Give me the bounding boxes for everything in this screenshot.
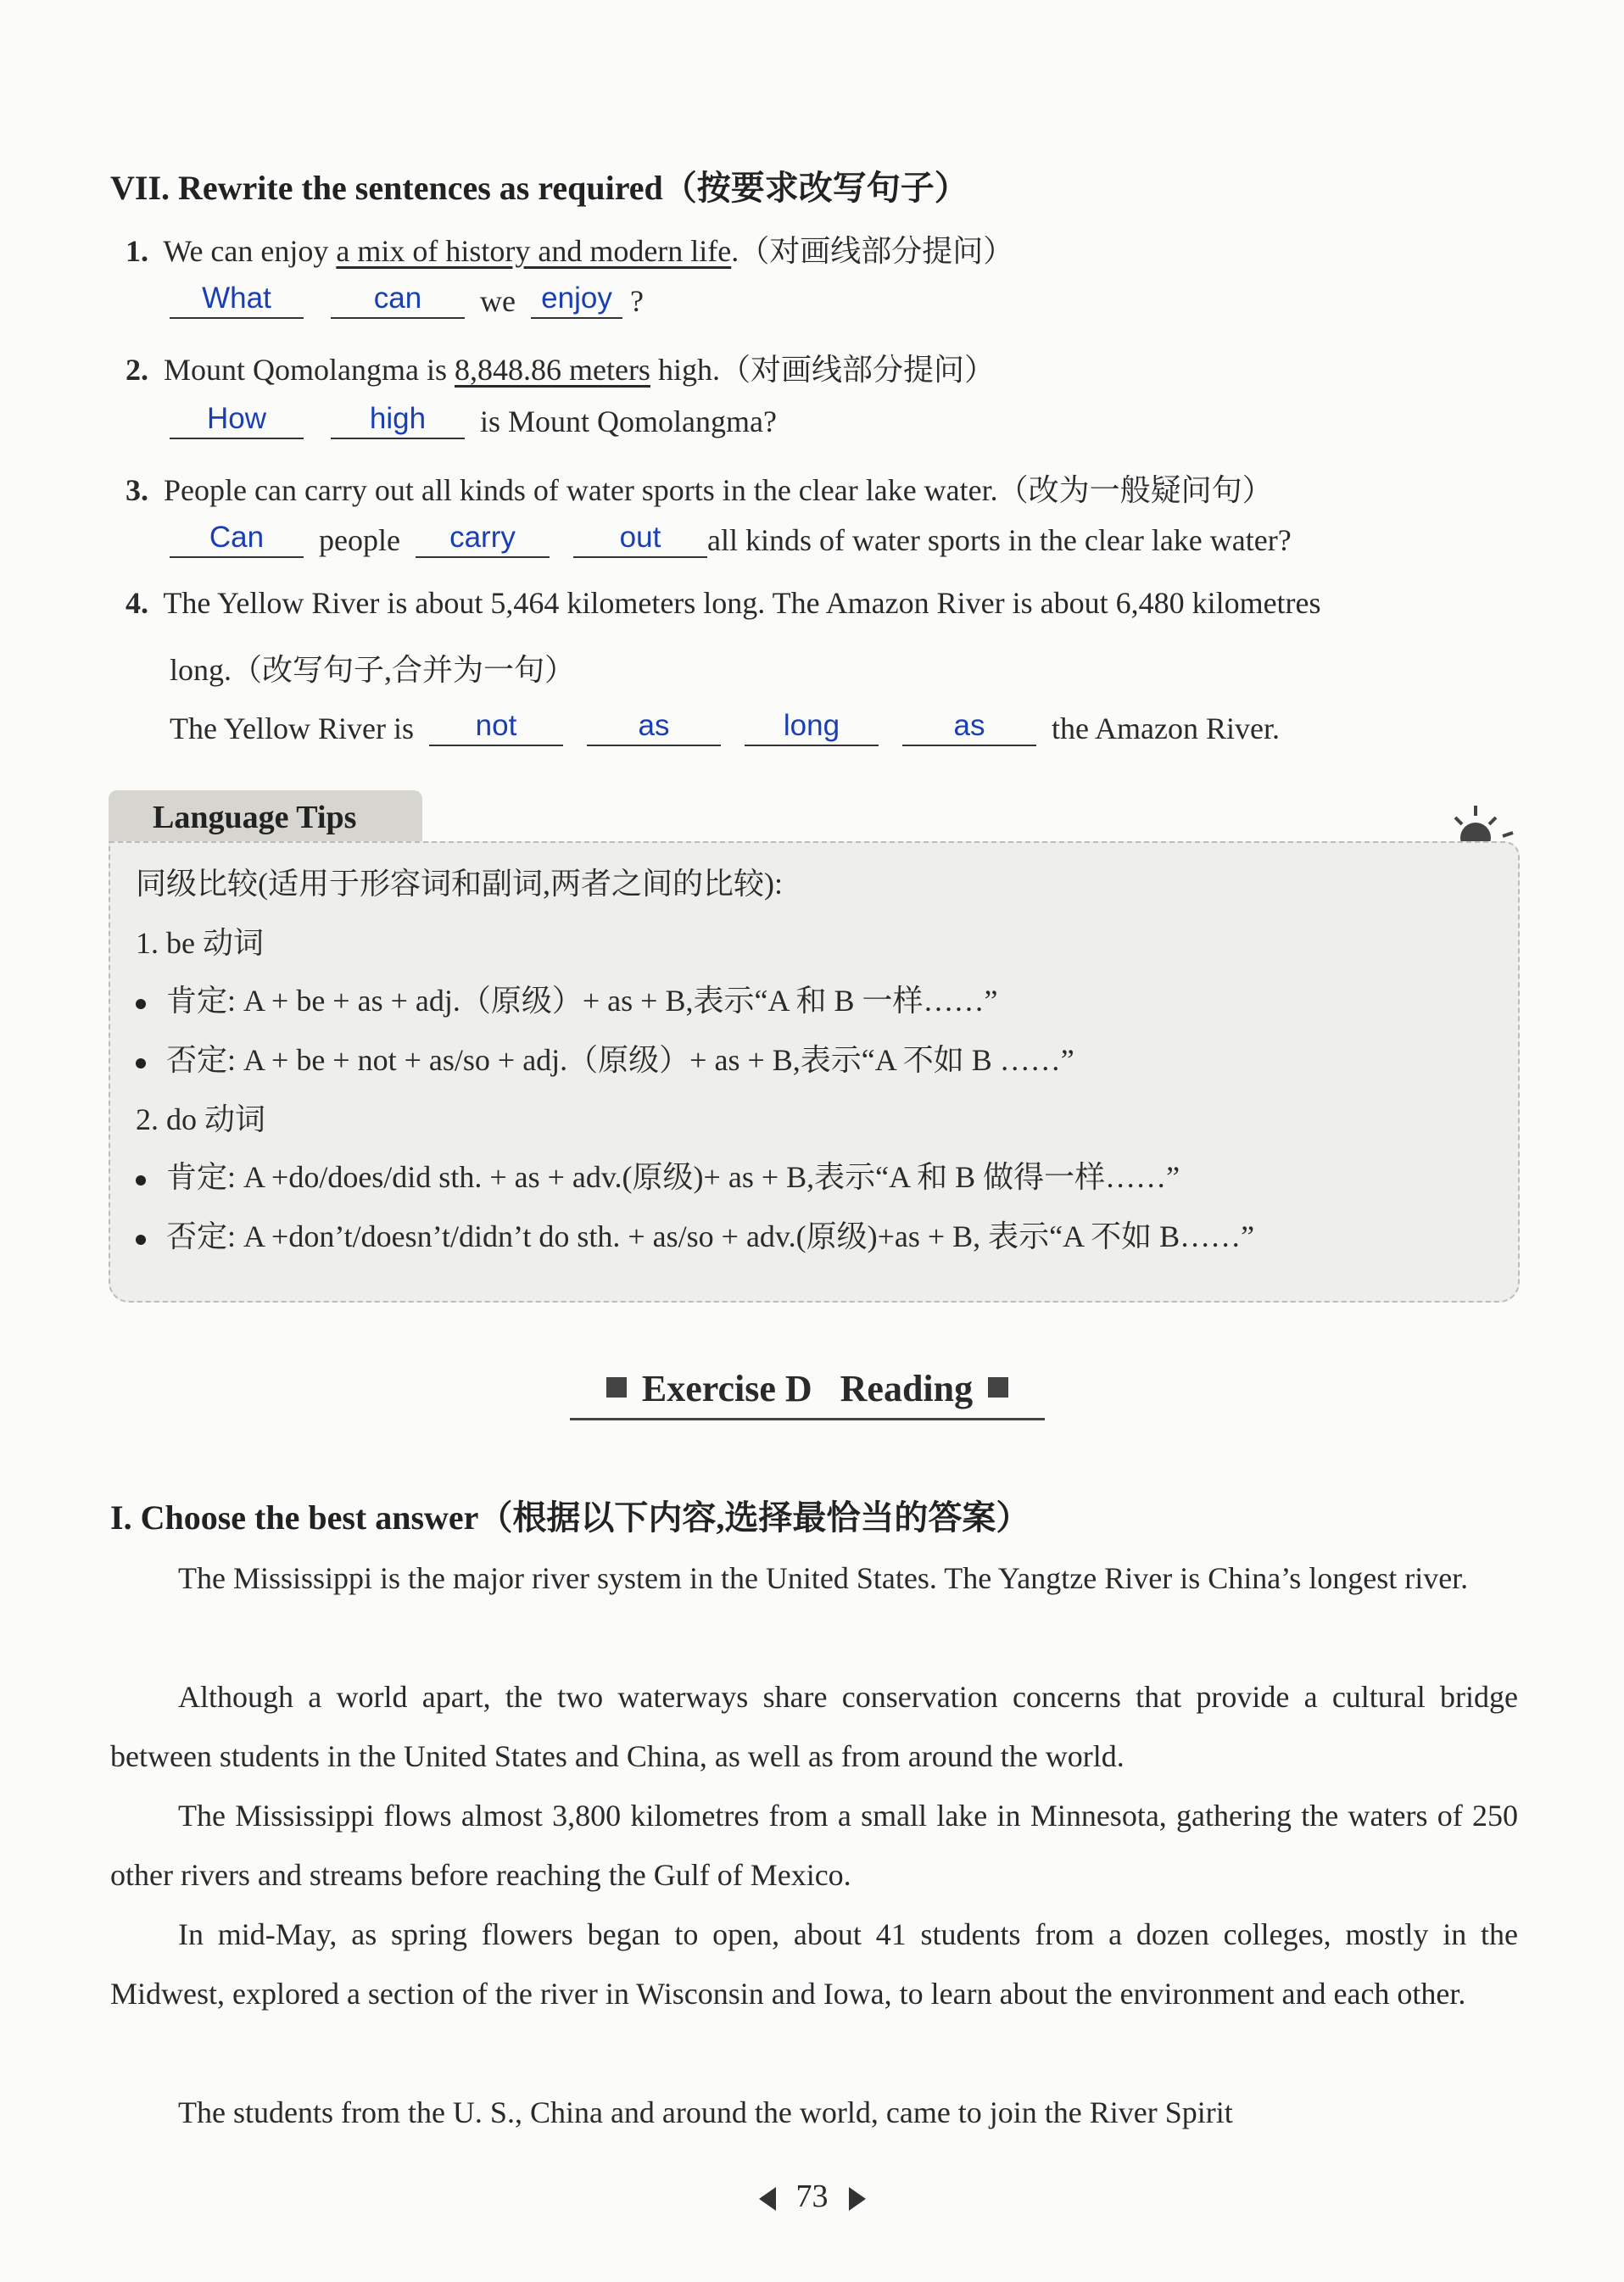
question-text: Mount Qomolangma is [164,353,455,387]
language-tips-box [109,841,1520,1303]
question-text: We can enjoy [163,234,337,268]
next-page-icon[interactable] [849,2187,866,2211]
paragraph-text: The students from the U. S., China and around the world, came to join the River Spirit [178,2095,1233,2129]
section-vii-title: VII. Rewrite the sentences as required（按要求改写句子） [110,169,968,207]
question-number: 1. [126,234,148,268]
answer-4 [170,707,1280,746]
answer-text: the Amazon River. [1052,711,1280,745]
tips-bullet-text: 否定: A + be + not + as/so + adj.（原级）+ as + B,表示“A 不如 B ……” [166,1043,1074,1077]
bullet-icon [136,999,146,1009]
tips-bullet [136,977,997,1020]
question-text: People can carry out all kinds of water sports in the clear lake water.（改为一般疑问句） [164,473,1273,507]
tips-bullet-text: 肯定: A +do/does/did sth. + as + adv.(原级)+ as + B,表示“A 和 B 做得一样……” [166,1160,1180,1194]
paragraph-text: The Mississippi flows almost 3,800 kilometres from a small lake in Minnesota, gathering the waters of 250 other rivers and streams before reaching the Gulf of Mexico. [110,1799,1518,1892]
question-4 [126,585,1321,621]
exercise-label: Exercise D [641,1368,812,1409]
question-1 [126,227,1013,271]
answer-text: all kinds of water sports in the clear lake water? [706,523,1292,557]
answer-text: is Mount Qomolangma? [480,405,777,438]
question-2 [126,346,995,389]
answer-blank[interactable]: not [429,707,563,746]
tips-intro: 同级比较(适用于形容词和副词,两者之间的比较): [136,867,783,901]
answer-blank[interactable]: out [573,519,707,558]
answer-blank[interactable]: Can [170,519,304,558]
question-number: 4. [126,586,148,620]
section-i-title: I. Choose the best answer（根据以下内容,选择最恰当的答案） [110,1498,1030,1537]
answer-text: ? [629,284,644,318]
bullet-icon [136,1058,146,1068]
answer-3 [170,519,1292,558]
reading-paragraph [110,1905,1518,2023]
previous-page-icon[interactable] [759,2187,776,2211]
page-number-text: 73 [795,2179,829,2214]
tips-heading-do: 2. do 动词 [136,1102,266,1136]
bullet-icon [136,1175,146,1186]
paragraph-text: Although a world apart, the two waterways share conservation concerns that provide a cultural bridge between students in the United States and China, as well as from around the world. [110,1680,1518,1773]
question-instruction: high.（对画线部分提问） [650,353,995,387]
answer-text: we [480,284,516,318]
answer-blank[interactable]: as [587,707,721,746]
tips-bullet [136,1213,1254,1256]
paragraph-text: The Mississippi is the major river system in the United States. The Yangtze River is China’s longest river. [178,1561,1469,1595]
answer-text: The Yellow River is [170,711,414,745]
exercise-d-heading [570,1367,1045,1420]
reading-paragraph [110,2083,1518,2142]
page-number [0,2178,1624,2215]
language-tips-title: Language Tips [153,800,357,835]
answer-blank[interactable]: high [331,400,465,439]
language-tips-tab [109,790,422,846]
question-number: 2. [126,353,148,387]
underlined-phrase: 8,848.86 meters [454,353,650,387]
reading-paragraph [110,1667,1518,1786]
tips-bullet [136,1036,1074,1080]
exercise-sublabel: Reading [840,1368,974,1409]
tips-bullet [136,1153,1180,1197]
answer-text: people [319,523,400,557]
question-text: The Yellow River is about 5,464 kilometers long. The Amazon River is about 6,480 kilometres [163,586,1321,620]
tips-heading-be: 1. be 动词 [136,926,264,960]
answer-1 [170,280,644,319]
square-icon [606,1377,627,1398]
answer-blank[interactable]: long [745,707,879,746]
tips-bullet-text: 肯定: A + be + as + adj.（原级）+ as + B,表示“A 和 B 一样……” [166,984,998,1018]
answer-blank[interactable]: carry [416,519,550,558]
question-3 [126,466,1273,510]
reading-paragraph [110,1786,1518,1905]
answer-blank[interactable]: How [170,400,304,439]
underlined-phrase: a mix of history and modern life [336,234,732,268]
tips-bullet-text: 否定: A +don’t/doesn’t/didn’t do sth. + as/so + adv.(原级)+as + B, 表示“A 不如 B……” [166,1219,1255,1253]
square-icon [988,1377,1008,1398]
answer-blank[interactable]: as [902,707,1036,746]
paragraph-text: In mid-May, as spring flowers began to open, about 41 students from a dozen colleges, mostly in the Midwest, explored a section of the river in Wisconsin and Iowa, to learn about the environment and each other. [110,1917,1518,2011]
answer-blank[interactable]: enjoy [531,280,622,319]
question-number: 3. [126,473,148,507]
bullet-icon [136,1235,146,1245]
question-4-cont: long.（改写句子,合并为一句） [170,653,576,687]
answer-blank[interactable]: What [170,280,304,319]
question-instruction: .（对画线部分提问） [731,234,1014,268]
answer-blank[interactable]: can [331,280,465,319]
reading-paragraph [110,1548,1518,1608]
answer-2 [170,400,777,439]
